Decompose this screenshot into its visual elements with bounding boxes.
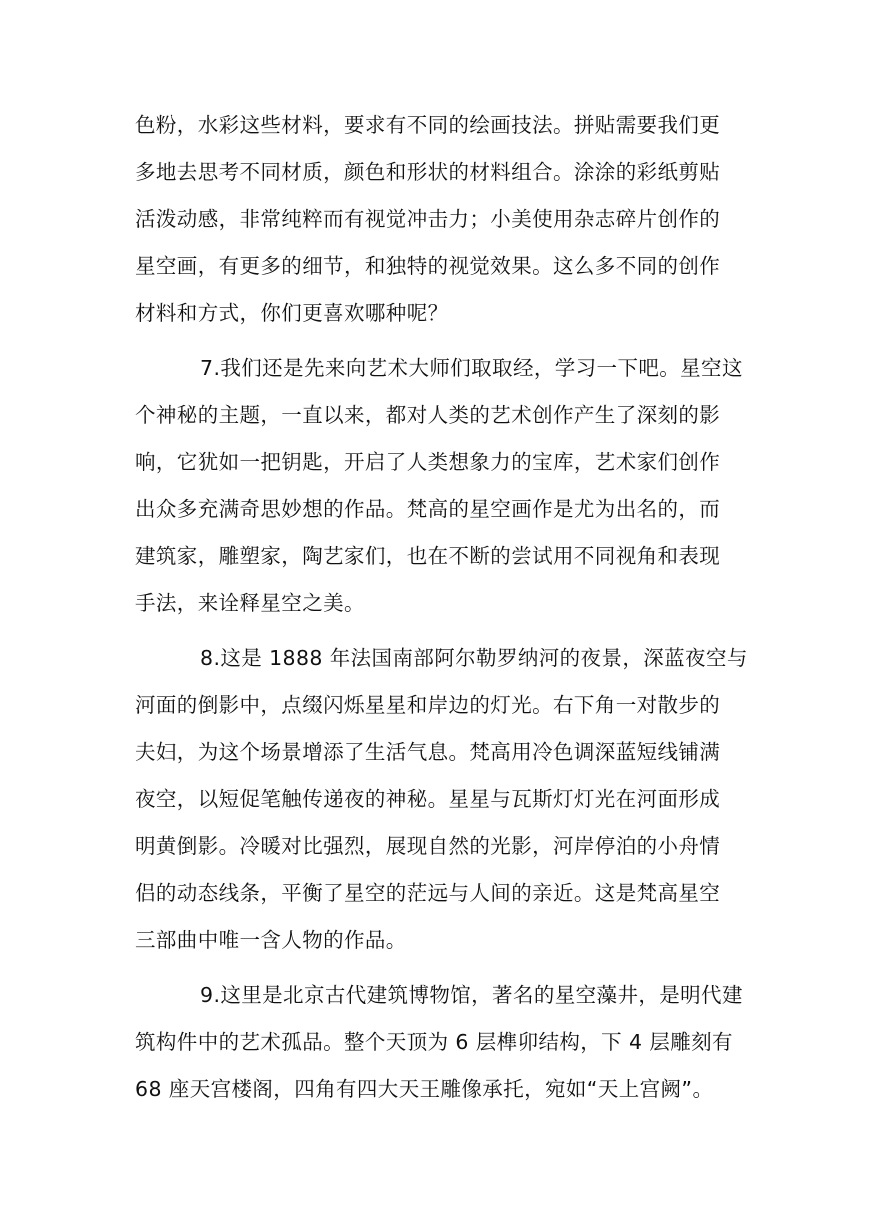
- text-line: 材料和方式，你们更喜欢哪种呢？: [135, 301, 449, 325]
- text-line: 色粉，水彩这些材料，要求有不同的绘画技法。拼贴需要我们更: [135, 113, 721, 137]
- paragraph-first-line: 9.这里是北京古代建筑博物馆，著名的星空藻井，是明代建: [200, 983, 743, 1007]
- text-line: 筑构件中的艺术孤品。整个天顶为 6 层榫卯结构，下 4 层雕刻有: [135, 1030, 733, 1054]
- text-line: 河面的倒影中，点缀闪烁星星和岸边的灯光。右下角一对散步的: [135, 693, 721, 717]
- paragraph-first-line: 8.这是 1888 年法国南部阿尔勒罗纳河的夜景，深蓝夜空与: [200, 646, 748, 670]
- text-line: 建筑家，雕塑家，陶艺家们，也在不断的尝试用不同视角和表现: [135, 544, 721, 568]
- text-line: 三部曲中唯一含人物的作品。: [135, 928, 407, 952]
- text-line: 夜空，以短促笔触传递夜的神秘。星星与瓦斯灯灯光在河面形成: [135, 787, 721, 811]
- text-line: 明黄倒影。冷暖对比强烈，展现自然的光影，河岸停泊的小舟情: [135, 834, 721, 858]
- text-line: 星空画，有更多的细节，和独特的视觉效果。这么多不同的创作: [135, 254, 721, 278]
- text-line: 手法，来诠释星空之美。: [135, 591, 365, 615]
- text-line: 个神秘的主题，一直以来，都对人类的艺术创作产生了深刻的影: [135, 403, 721, 427]
- text-line: 活泼动感，非常纯粹而有视觉冲击力；小美使用杂志碎片创作的: [135, 207, 721, 231]
- text-line: 响，它犹如一把钥匙，开启了人类想象力的宝库，艺术家们创作: [135, 450, 721, 474]
- text-line: 出众多充满奇思妙想的作品。梵高的星空画作是尤为出名的，而: [135, 497, 721, 521]
- text-line: 多地去思考不同材质，颜色和形状的材料组合。涂涂的彩纸剪贴: [135, 160, 721, 184]
- text-line: 68 座天宫楼阁，四角有四大天王雕像承托，宛如“天上宫阙”。: [135, 1077, 714, 1101]
- text-line: 夫妇，为这个场景增添了生活气息。梵高用冷色调深蓝短线铺满: [135, 740, 721, 764]
- paragraph-first-line: 7.我们还是先来向艺术大师们取取经，学习一下吧。星空这: [200, 356, 743, 380]
- text-line: 侣的动态线条，平衡了星空的茫远与人间的亲近。这是梵高星空: [135, 881, 721, 905]
